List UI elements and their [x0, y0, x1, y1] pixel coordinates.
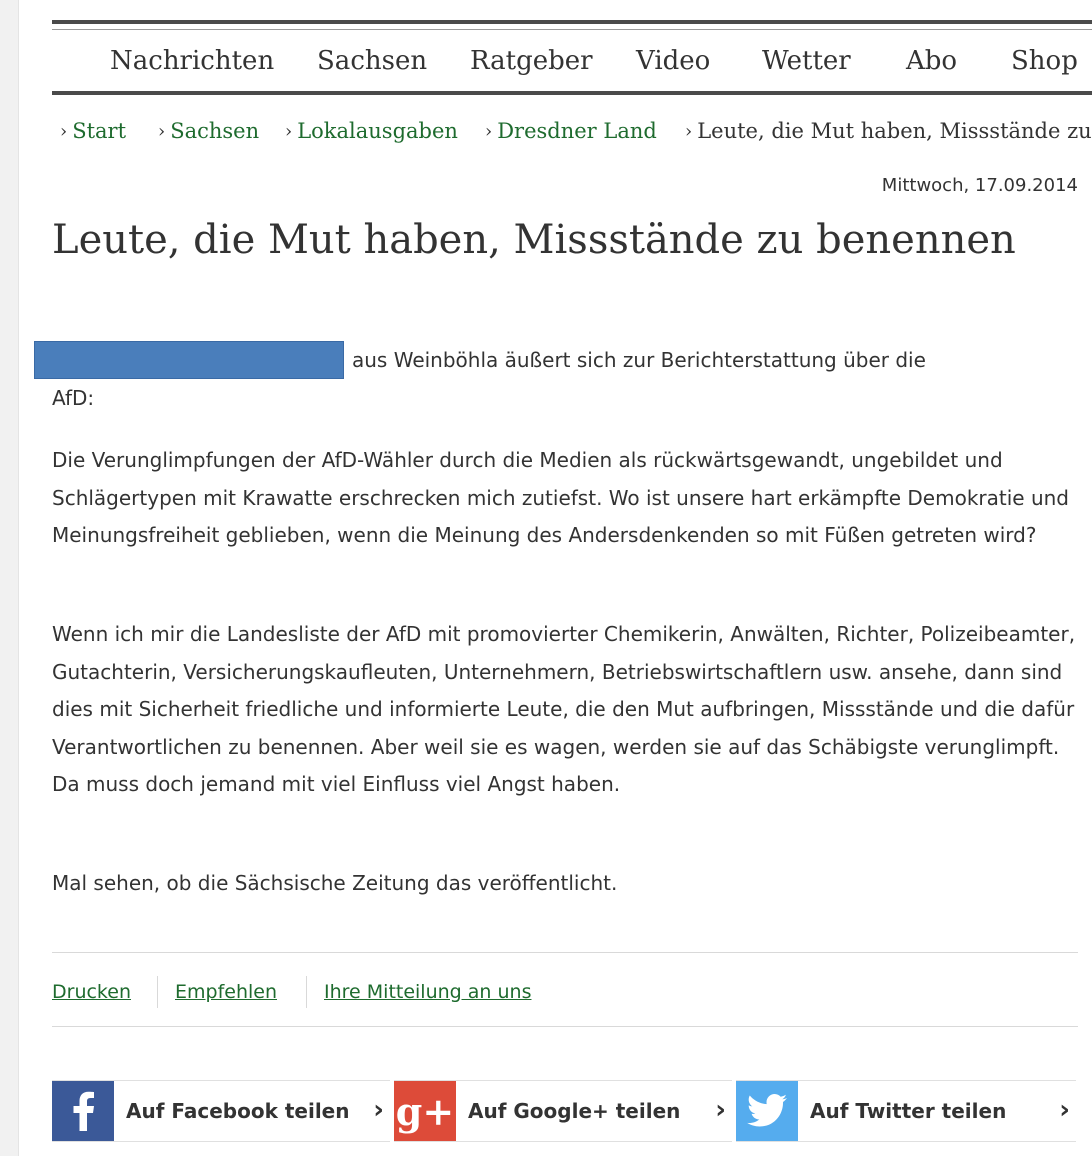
chevron-right-icon: ›	[1059, 1095, 1070, 1125]
breadcrumb-item-start[interactable]	[60, 116, 126, 146]
nav-border-top-thin	[52, 29, 1092, 30]
divider	[52, 1026, 1078, 1027]
nav-item-sachsen[interactable]: Sachsen	[317, 46, 428, 76]
breadcrumb-item-sachsen[interactable]	[158, 116, 259, 146]
article-lead-continued: AfD:	[52, 386, 95, 410]
divider	[157, 976, 158, 1008]
article-paragraph: Mal sehen, ob die Sächsische Zeitung das veröffentlicht.	[52, 871, 618, 895]
chevron-right-icon: ›	[158, 121, 166, 142]
article-paragraph: Wenn ich mir die Landesliste der AfD mit promovierter Chemikerin, Anwälten, Richter, Polizeibeamter, Gutachterin, Versicherungskaufleuten, Unternehmern, Betriebswirtschaftlern usw. ansehe, dann sind dies mit Sicherheit friedliche und informierte Leute, die den Mut aufbringen, Missstände und die dafür Verantwortlichen zu benennen. Aber weil sie es wagen, werden sie auf das Schäbigste verunglimpft. Da muss doch jemand mit viel Einfluss viel Angst haben.	[52, 622, 1076, 796]
share-facebook-button[interactable]	[52, 1080, 390, 1142]
breadcrumb-item-dresdner-land[interactable]	[485, 116, 657, 146]
nav-border-top	[52, 20, 1092, 24]
breadcrumb-current	[685, 116, 1092, 146]
nav-item-video[interactable]: Video	[636, 46, 711, 76]
nav-item-abo[interactable]: Abo	[906, 46, 958, 76]
nav-item-wetter[interactable]: Wetter	[762, 46, 851, 76]
chevron-right-icon: ›	[373, 1095, 384, 1125]
nav-item-nachrichten[interactable]: Nachrichten	[110, 46, 275, 76]
chevron-right-icon: ›	[285, 121, 293, 142]
googleplus-icon	[394, 1081, 456, 1141]
share-twitter-label: Auf Twitter teilen	[810, 1099, 1007, 1123]
breadcrumb-label: Sachsen	[170, 119, 260, 143]
breadcrumb-label: Lokalausgaben	[297, 119, 458, 143]
recommend-link[interactable]: Empfehlen	[175, 981, 278, 1003]
print-link[interactable]: Drucken	[52, 981, 131, 1003]
nav-border-bottom	[52, 91, 1092, 95]
left-gutter	[0, 0, 19, 1156]
share-googleplus-label: Auf Google+ teilen	[468, 1099, 681, 1123]
message-link[interactable]: Ihre Mitteilung an uns	[324, 981, 532, 1003]
twitter-icon	[736, 1081, 798, 1141]
chevron-right-icon: ›	[60, 121, 68, 142]
googleplus-glyph: g+	[395, 1088, 455, 1134]
article-date: Mittwoch, 17.09.2014	[881, 175, 1078, 196]
divider	[52, 952, 1078, 953]
nav-item-ratgeber[interactable]: Ratgeber	[470, 46, 593, 76]
breadcrumb-item-lokalausgaben[interactable]	[285, 116, 458, 146]
share-facebook-label: Auf Facebook teilen	[126, 1099, 350, 1123]
article-title: Leute, die Mut haben, Missstände zu benennen	[52, 217, 1016, 263]
divider	[306, 976, 307, 1008]
breadcrumb-current-label: Leute, die Mut haben, Missstände zu	[697, 119, 1092, 143]
chevron-right-icon: ›	[715, 1095, 726, 1125]
nav-item-shop[interactable]: Shop	[1011, 46, 1078, 76]
breadcrumb-label: Start	[72, 119, 127, 143]
share-twitter-button[interactable]	[736, 1080, 1076, 1142]
article-lead: aus Weinböhla äußert sich zur Berichterstattung über die	[352, 348, 926, 372]
redacted-author-name	[34, 341, 344, 379]
breadcrumb-label: Dresdner Land	[497, 119, 657, 143]
chevron-right-icon: ›	[485, 121, 493, 142]
share-googleplus-button[interactable]	[394, 1080, 732, 1142]
article-paragraph: Die Verunglimpfungen der AfD-Wähler durch die Medien als rückwärtsgewandt, ungebildet und Schlägertypen mit Krawatte erschrecken mich zutiefst. Wo ist unsere hart erkämpfte Demokratie und Meinungsfreiheit geblieben, wenn die Meinung des Andersdenkenden so mit Füßen getreten wird?	[52, 448, 1070, 547]
facebook-icon	[52, 1081, 114, 1141]
chevron-right-icon: ›	[685, 121, 693, 142]
